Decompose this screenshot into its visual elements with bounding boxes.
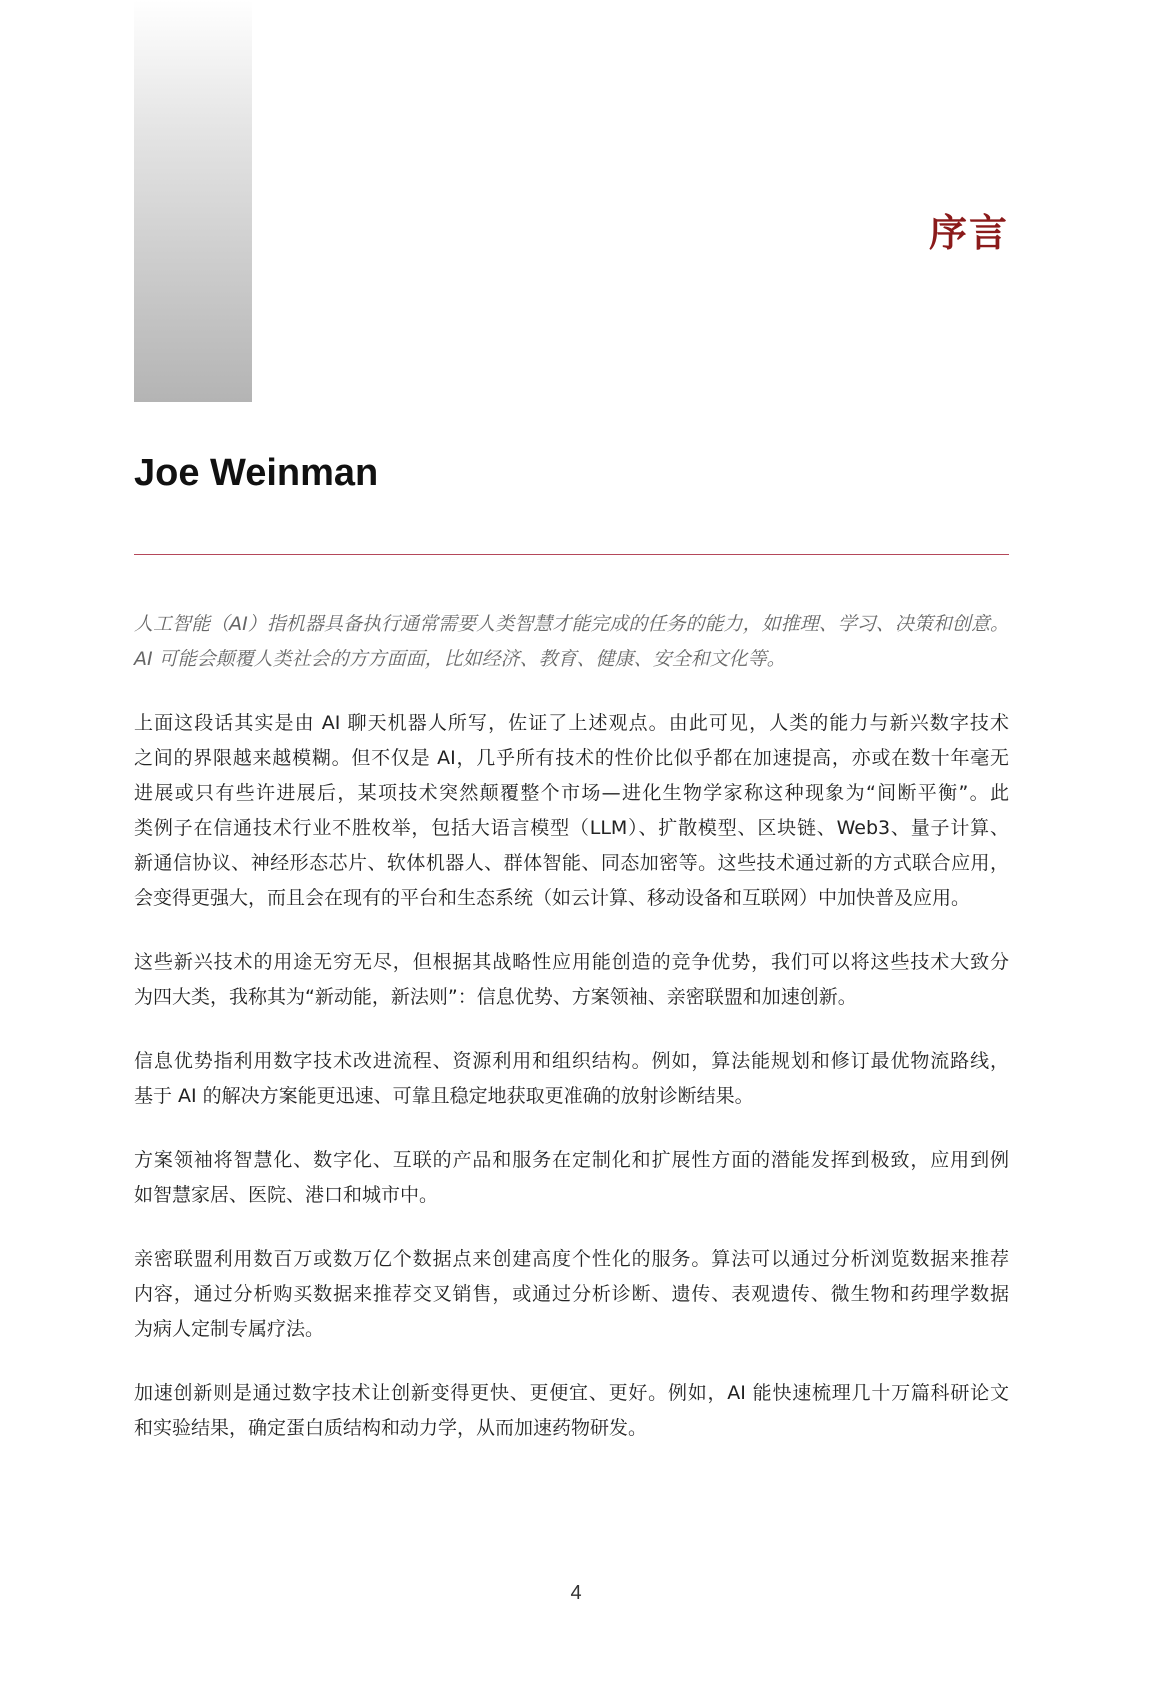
paragraph [134, 1242, 1009, 1347]
text-line: 为病人定制专属疗法。 [134, 1318, 325, 1340]
text-line: 加速创新则是通过数字技术让创新变得更快、更便宜、更好。例如，AI 能快速梳理几十万篇科研论文 [134, 1382, 1009, 1404]
quote-line: 人工智能（AI）指机器具备执行通常需要人类智慧才能完成的任务的能力，如推理、学习、决策和创意。 [134, 613, 1009, 635]
text-line: 之间的界限越来越模糊。但不仅是 AI，几乎所有技术的性价比似乎都在加速提高，亦或在数十年毫无 [134, 747, 1009, 769]
text-line: 上面这段话其实是由 AI 聊天机器人所写，佐证了上述观点。由此可见，人类的能力与新兴数字技术 [134, 712, 1009, 734]
paragraph [134, 1376, 1009, 1446]
text-line: 和实验结果，确定蛋白质结构和动力学，从而加速药物研发。 [134, 1417, 648, 1439]
text-line: 为四大类，我称其为“新动能，新法则”：信息优势、方案领袖、亲密联盟和加速创新。 [134, 986, 857, 1008]
text-line: 内容，通过分析购买数据来推荐交叉销售，或通过分析诊断、遗传、表观遗传、微生物和药理学数据 [134, 1283, 1009, 1305]
text-line: 进展或只有些许进展后，某项技术突然颠覆整个市场—进化生物学家称这种现象为“间断平衡”。此 [134, 782, 1009, 804]
decorative-gradient-bar [134, 0, 252, 402]
text-line: 这些新兴技术的用途无穷无尽，但根据其战略性应用能创造的竞争优势，我们可以将这些技术大致分 [134, 951, 1009, 973]
text-line: 新通信协议、神经形态芯片、软体机器人、群体智能、同态加密等。这些技术通过新的方式联合应用， [134, 852, 1009, 874]
paragraph [134, 706, 1009, 916]
text-line: 信息优势指利用数字技术改进流程、资源利用和组织结构。例如，算法能规划和修订最优物流路线， [134, 1050, 1009, 1072]
text-line: 类例子在信通技术行业不胜枚举，包括大语言模型（LLM）、扩散模型、区块链、Web3、量子计算、 [134, 817, 1009, 839]
section-title: 序言 [928, 211, 1009, 255]
ai-quote [134, 607, 1009, 677]
body-text [134, 607, 1009, 1475]
text-line: 会变得更强大，而且会在现有的平台和生态系统（如云计算、移动设备和互联网）中加快普及应用。 [134, 887, 971, 909]
divider [134, 554, 1009, 555]
text-line: 如智慧家居、医院、港口和城市中。 [134, 1184, 439, 1206]
paragraph [134, 1044, 1009, 1114]
paragraph [134, 945, 1009, 1015]
text-line: 基于 AI 的解决方案能更迅速、可靠且稳定地获取更准确的放射诊断结果。 [134, 1085, 754, 1107]
author-name: Joe Weinman [134, 452, 379, 494]
quote-line: AI 可能会颠覆人类社会的方方面面，比如经济、教育、健康、安全和文化等。 [134, 648, 786, 670]
text-line: 亲密联盟利用数百万或数万亿个数据点来创建高度个性化的服务。算法可以通过分析浏览数据来推荐 [134, 1248, 1009, 1270]
paragraph [134, 1143, 1009, 1213]
page-number: 4 [570, 1582, 582, 1604]
text-line: 方案领袖将智慧化、数字化、互联的产品和服务在定制化和扩展性方面的潜能发挥到极致，应用到例 [134, 1149, 1009, 1171]
